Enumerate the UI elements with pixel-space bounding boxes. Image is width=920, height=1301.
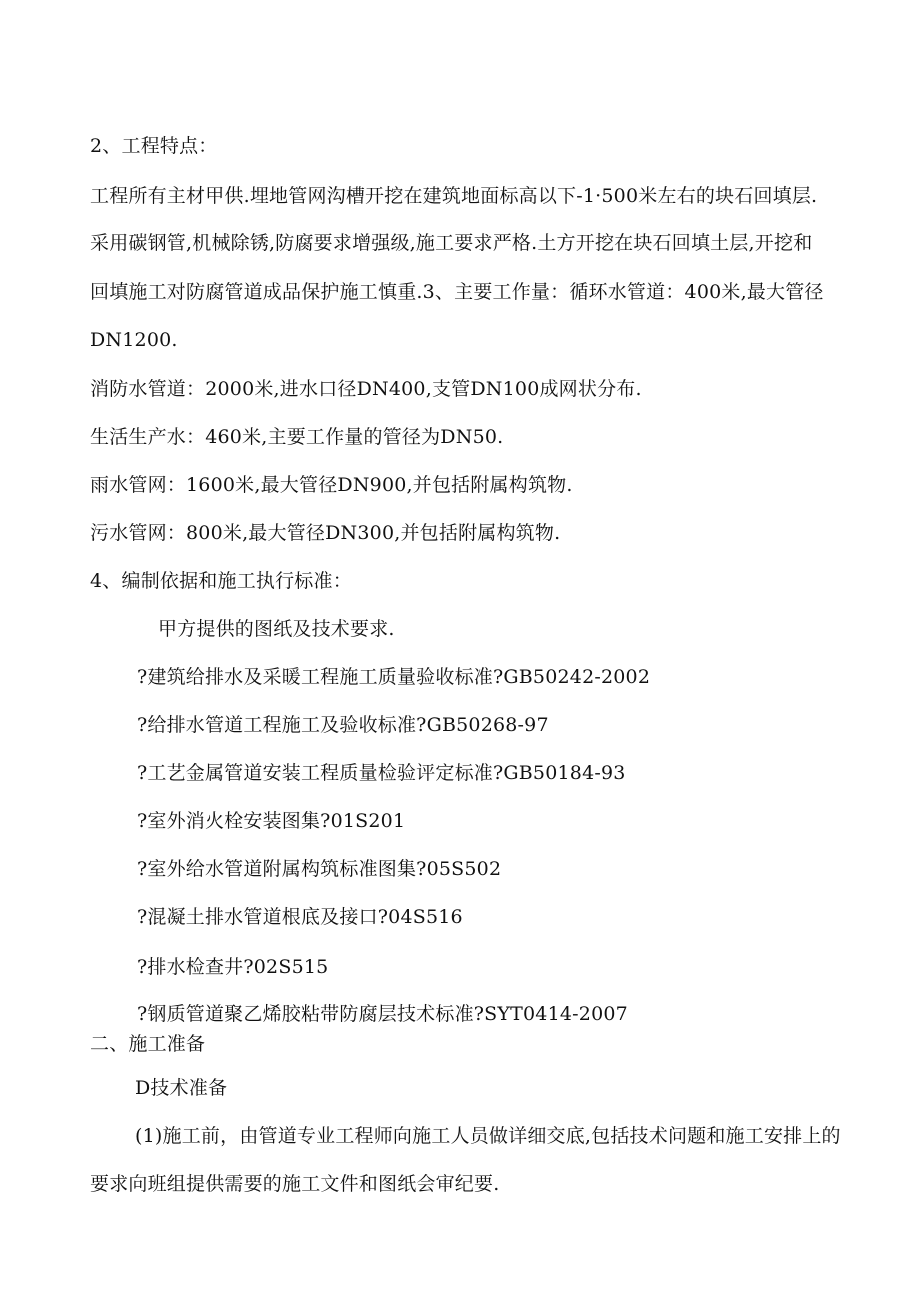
standards-intro: 甲方提供的图纸及技术要求. bbox=[158, 618, 395, 640]
workload-line: 雨水管网：1600米,最大管径DN900,并包括附属构筑物. bbox=[90, 474, 573, 496]
workload-line: 消防水管道：2000米,进水口径DN400,支管DN100成网状分布. bbox=[90, 378, 642, 400]
standard-item: ?钢质管道聚乙烯胶粘带防腐层技术标准?SYT0414-2007 bbox=[137, 1003, 628, 1025]
standard-item: ?建筑给排水及采暖工程施工质量验收标准?GB50242-2002 bbox=[137, 666, 651, 688]
subsection-heading-tech: D技术准备 bbox=[135, 1077, 228, 1099]
section-heading-standards: 4、编制依据和施工执行标准： bbox=[90, 570, 352, 592]
workload-line: 生活生产水：460米,主要工作量的管径为DN50. bbox=[90, 426, 504, 448]
body-paragraph-line: DN1200. bbox=[90, 329, 178, 351]
workload-line: 污水管网：800米,最大管径DN300,并包括附属构筑物. bbox=[90, 522, 561, 544]
standard-item: ?排水检查井?02S515 bbox=[137, 956, 329, 978]
body-paragraph-line: 回填施工对防腐管道成品保护施工慎重.3、主要工作量：循环水管道：400米,最大管径 bbox=[90, 281, 824, 303]
section-heading-prep: 二、施工准备 bbox=[90, 1033, 206, 1055]
standard-item: ?给排水管道工程施工及验收标准?GB50268-97 bbox=[137, 714, 549, 736]
standard-item: ?室外给水管道附属构筑标准图集?05S502 bbox=[137, 858, 502, 880]
section-heading-features: 2、工程特点： bbox=[90, 135, 218, 157]
body-paragraph-line: 采用碳钢管,机械除锈,防腐要求增强级,施工要求严格.土方开挖在块石回填土层,开挖和 bbox=[90, 232, 813, 254]
prep-paragraph-line: 要求向班组提供需要的施工文件和图纸会审纪要. bbox=[90, 1173, 500, 1195]
standard-item: ?混凝土排水管道根底及接口?04S516 bbox=[137, 906, 463, 928]
body-paragraph-line: 工程所有主材甲供.埋地管网沟槽开挖在建筑地面标高以下-1·500米左右的块石回填层. bbox=[90, 185, 818, 207]
prep-paragraph-line: (1)施工前，由管道专业工程师向施工人员做详细交底,包括技术问题和施工安排上的 bbox=[135, 1125, 841, 1147]
standard-item: ?室外消火栓安装图集?01S201 bbox=[137, 810, 406, 832]
standard-item: ?工艺金属管道安装工程质量检验评定标准?GB50184-93 bbox=[137, 762, 626, 784]
